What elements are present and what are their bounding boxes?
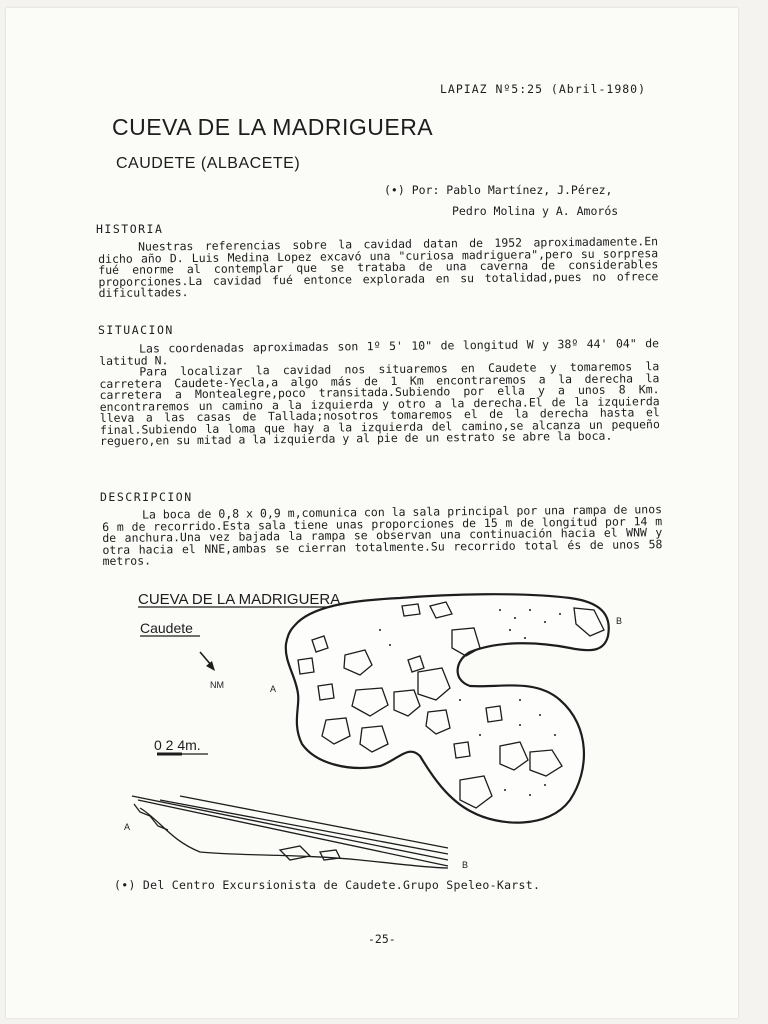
- authors-line-1: (•) Por: Pablo Martínez, J.Pérez,: [384, 183, 613, 197]
- page-title: CUEVA DE LA MADRIGUERA: [112, 114, 434, 140]
- historia-paragraph: Nuestras referencias sobre la cavidad datan de 1952 aproximadamente.En dicho año D. Luis Medina Lopez excavó una "curiosa madriguera",pero su sorpresa fué enorme al contemplar que se trataba de una caverna de considerables proporciones.La cavidad fué entonce explorada en su totalidad,pues no ofrece dificultades.: [98, 234, 659, 300]
- cave-plan: [286, 594, 609, 822]
- journal-reference: LAPIAZ Nº5:25 (Abril-1980): [440, 82, 647, 96]
- scale-label: 0 2 4m.: [154, 737, 201, 753]
- cave-section: [132, 796, 448, 868]
- situacion-paragraph-1: Las coordenadas aproximadas son 1º 5' 10" de longitud W y 38º 44' 04" de latitud N.: [99, 336, 660, 368]
- section-label-b: B: [462, 860, 469, 870]
- plan-label-a: A: [270, 684, 277, 694]
- section-heading-descripcion: DESCRIPCION: [100, 490, 193, 504]
- footnote: (•) Del Centro Excursionista de Caudete.Grupo Speleo-Karst.: [114, 878, 541, 892]
- section-heading-historia: HISTORIA: [96, 222, 164, 236]
- north-arrow-icon: [200, 652, 215, 671]
- north-label: NM: [210, 680, 224, 690]
- section-label-a: A: [124, 822, 131, 832]
- authors-line-2: Pedro Molina y A. Amorós: [452, 204, 619, 218]
- section-heading-situacion: SITUACION: [98, 323, 174, 337]
- plan-label-b: B: [616, 616, 623, 626]
- situacion-paragraph-2: Para localizar la cavidad nos situaremos en Caudete y tomaremos la carretera Caudete-Yecla,a algo más de 1 Km encontraremos a la derecha la carretera a Montealegre,poco transitada.Subiendo por ella y a unos 8 Km. encontraremos un camino a la izquierda y otro a la derecha.El de la izquierda lleva a las casas de Tallada;nosotros tomaremos el de la derecha hasta el final.Subiendo la loma que hay a la izquierda del camino,se alcanza un pequeño reguero,en su mitad a la izquierda y al pie de un estrato se abre la boca.: [99, 359, 660, 448]
- map-title: CUEVA DE LA MADRIGUERA: [138, 591, 341, 608]
- descripcion-paragraph: La boca de 0,8 x 0,9 m,comunica con la sala principal por una rampa de unos 6 m de recorrido.Esta sala tiene unas proporciones de 15 m de longitud por 14 m de anchura.Una vez bajada la rampa se observan una continuación hacia el WNW y otra hacia el NNE,ambas se cierran totalmente.Su recorrido total és de unos 58 metros.: [102, 502, 663, 568]
- map-place: Caudete: [140, 620, 193, 636]
- page-number: -25-: [368, 932, 396, 946]
- page-subtitle: CAUDETE (ALBACETE): [116, 155, 301, 172]
